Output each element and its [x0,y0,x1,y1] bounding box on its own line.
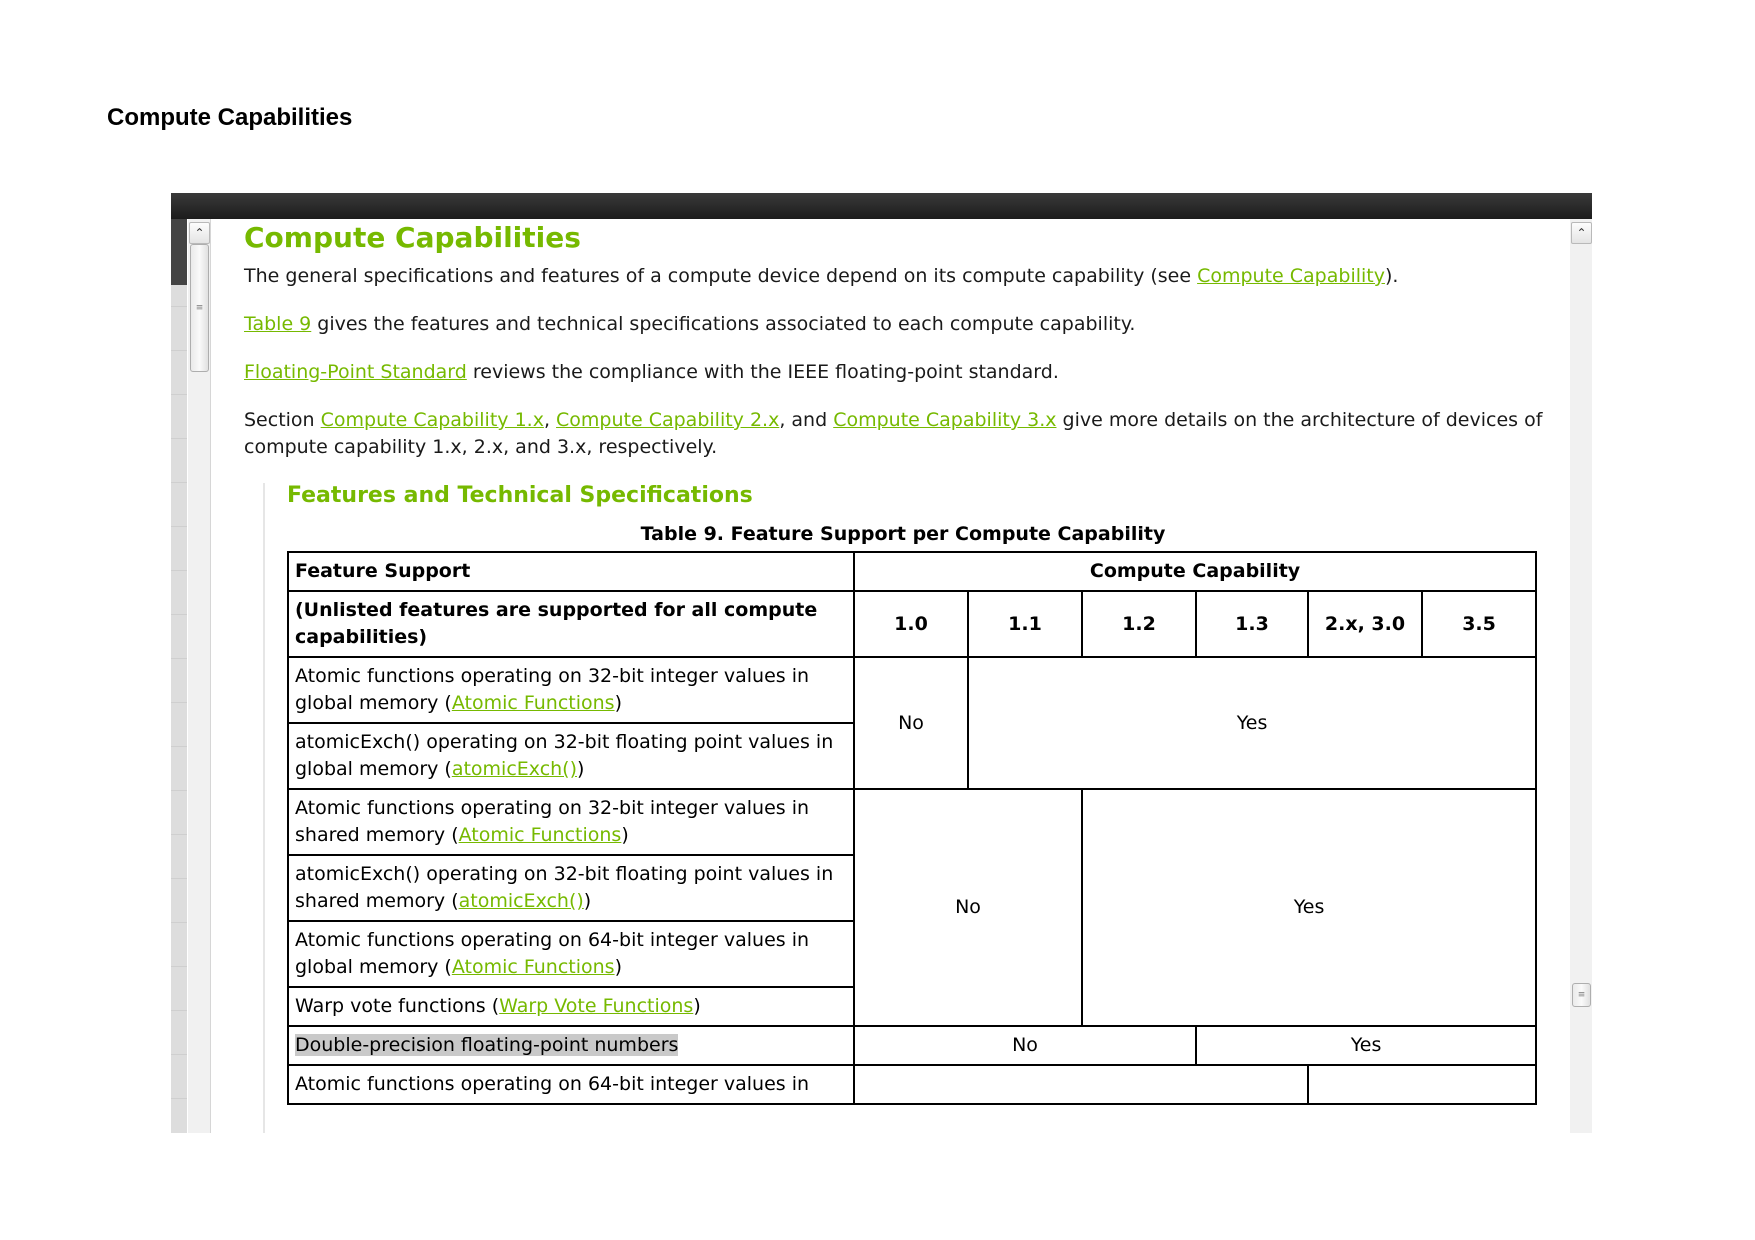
feature-cell [288,987,854,1026]
link-atomicexch[interactable]: atomicExch() [451,758,578,780]
header-compute-capability: Compute Capability [854,552,1536,591]
support-cell-empty [1308,1065,1536,1104]
feature-text: ) [583,890,592,912]
version-1-2: 1.2 [1082,591,1196,657]
table-caption: Table 9. Feature Support per Compute Capability [640,523,1166,545]
paragraph-text: , and [779,409,834,431]
paragraph-text: reviews the compliance with the IEEE floating-point standard. [466,361,1059,383]
section-features [171,193,1592,1133]
feature-text: Warp vote functions ( [295,995,500,1017]
feature-cell [288,1026,854,1065]
feature-text: atomicExch() operating on 32-bit floating point values in shared memory ( [295,863,834,912]
doc-title: Compute Capabilities [244,221,581,254]
version-1-0: 1.0 [854,591,968,657]
embedded-screenshot [171,193,1592,1133]
paragraph-text: ). [1384,265,1399,287]
feature-cell [288,855,854,921]
feature-text: Atomic functions operating on 64-bit integer values in global memory ( [295,929,810,978]
paragraph-text: Section [244,409,321,431]
link-atomic-functions[interactable]: Atomic Functions [451,692,615,714]
feature-cell [288,657,854,723]
feature-text: atomicExch() operating on 32-bit floating point values in global memory ( [295,731,834,780]
feature-cell [288,789,854,855]
right-scrollbar-thumb[interactable]: ≡ [1572,983,1591,1007]
feature-text: Atomic functions operating on 32-bit integer values in shared memory ( [295,797,810,846]
feature-cell [288,723,854,789]
feature-text: ) [621,824,629,846]
feature-cell [288,921,854,987]
paragraph-text: The general specifications and features of a compute device depend on its compute capability (see [244,265,1198,287]
support-cell-yes: Yes [1082,789,1536,1026]
support-cell-yes: Yes [968,657,1536,789]
highlighted-feature-text: Double-precision floating-point numbers [295,1034,679,1056]
table-row [288,657,1536,723]
header-feature-support: Feature Support [288,552,854,591]
link-compute-capability-3x[interactable]: Compute Capability 3.x [833,409,1057,431]
feature-cell [288,1065,854,1104]
link-compute-capability[interactable]: Compute Capability [1197,265,1385,287]
link-compute-capability-2x[interactable]: Compute Capability 2.x [556,409,780,431]
version-2x-3-0: 2.x, 3.0 [1308,591,1422,657]
feature-text: ) [693,995,701,1017]
link-warp-vote-functions[interactable]: Warp Vote Functions [499,995,694,1017]
feature-support-table [287,551,1537,1105]
support-cell-yes: Yes [1196,1026,1536,1065]
link-compute-capability-1x[interactable]: Compute Capability 1.x [320,409,544,431]
version-1-3: 1.3 [1196,591,1308,657]
version-3-5: 3.5 [1422,591,1536,657]
scroll-up-arrow-icon[interactable]: ⌃ [1571,222,1592,244]
paragraph-text: , [543,409,557,431]
feature-text: Atomic functions operating on 32-bit integer values in global memory ( [295,665,810,714]
scroll-up-arrow-icon[interactable]: ⌃ [189,222,210,244]
link-floating-point-standard[interactable]: Floating-Point Standard [244,361,467,383]
page-heading: Compute Capabilities [107,104,353,131]
paragraph-text: gives the features and technical specifications associated to each compute capability. [311,313,1136,335]
feature-text: Atomic functions operating on 64-bit integer values in [295,1073,810,1095]
link-atomic-functions[interactable]: Atomic Functions [458,824,622,846]
link-table-9[interactable]: Table 9 [244,313,312,335]
paragraph-text: give more details on the architecture of devices of compute capability 1.x, 2.x, and 3.x, respectively. [244,409,1543,458]
table-row [288,1026,1536,1065]
table-subheader-row [288,591,1536,657]
subheader-unlisted-features: (Unlisted features are supported for all compute capabilities) [288,591,854,657]
link-atomicexch[interactable]: atomicExch() [458,890,584,912]
support-cell-no: No [854,657,968,789]
table-row [288,1065,1536,1104]
support-cell-no: No [854,1026,1196,1065]
section-body [243,193,1563,1133]
table-row [288,789,1536,855]
support-cell-empty [854,1065,1308,1104]
version-1-1: 1.1 [968,591,1082,657]
feature-text: ) [614,692,622,714]
support-cell-no: No [854,789,1082,1026]
feature-text: ) [614,956,622,978]
table-header-row [288,552,1536,591]
left-scrollbar-thumb[interactable]: ≡ [190,244,209,372]
section-title: Features and Technical Specifications [287,483,753,508]
feature-text: ) [577,758,585,780]
link-atomic-functions[interactable]: Atomic Functions [451,956,615,978]
